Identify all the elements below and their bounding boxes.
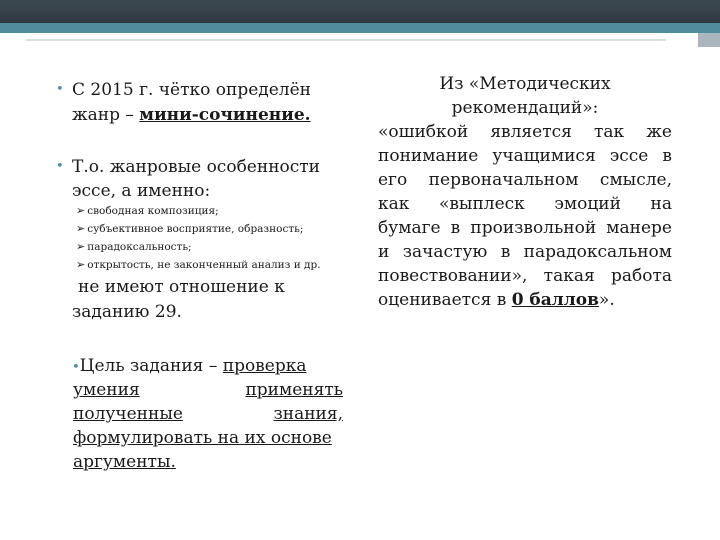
accent-bar (0, 23, 720, 33)
list-item: ➢ субъективное восприятие, образность; (76, 220, 321, 238)
quote-line: как «выплеск эмоций на (378, 194, 672, 214)
arrow-check-icon: ➢ (76, 240, 86, 253)
bullet1-bold: мини-сочинение. (139, 105, 311, 125)
arrow-check-icon: ➢ (76, 204, 86, 217)
bullet1-line2 (72, 103, 311, 127)
bullet-dot-icon: • (56, 159, 64, 174)
list-item: ➢ свободная композиция; (76, 202, 321, 220)
bullet3-line5: аргументы. (73, 452, 176, 472)
bullet1-prefix: жанр – (72, 105, 140, 125)
bullet3-line4: формулировать на их основе (73, 428, 332, 448)
divider-line (26, 39, 666, 41)
arrow-check-icon: ➢ (76, 258, 86, 271)
quote-last-line: оценивается в 0 баллов». (378, 290, 615, 310)
quote-heading-line2: рекомендаций»: (451, 98, 599, 118)
conclusion-line2: заданию 29. (72, 302, 182, 322)
quote-heading-line1: Из «Методических (439, 74, 611, 94)
bullet3-line2: умения применять (73, 380, 343, 400)
right-quote (378, 72, 672, 312)
features-list (76, 202, 321, 274)
quote-line: «ошибкой является так же (378, 122, 672, 142)
quote-line: понимание учащимися эссе в (378, 146, 672, 166)
arrow-check-icon: ➢ (76, 222, 86, 235)
quote-line: бумаге в произвольной манере (378, 218, 672, 238)
corner-strip (698, 33, 720, 47)
zero-points: 0 баллов (511, 290, 599, 310)
quote-line: повествовании», такая работа (378, 266, 672, 286)
bullet-dot-icon: • (56, 82, 64, 97)
bullet2-line1: Т.о. жанровые особенности (72, 157, 321, 177)
list-item: ➢ парадоксальность; (76, 238, 321, 256)
quote-line: его первоначальном смысле, (378, 170, 672, 190)
list-item: ➢ открытость, не законченный анализ и др. (76, 256, 321, 274)
bullet2-line2: эссе, а именно: (72, 181, 211, 201)
conclusion-line1: не имеют отношение к (78, 277, 285, 297)
quote-line: и зачастую в парадоксальном (378, 242, 672, 262)
bullet3-line1: •Цель задания – проверка (72, 356, 307, 376)
bullet3-line3: полученные знания, (73, 404, 343, 424)
bullet-dot-icon: • (72, 360, 80, 375)
top-band (0, 0, 720, 23)
bullet1-line1: С 2015 г. чётко определён (72, 80, 311, 100)
